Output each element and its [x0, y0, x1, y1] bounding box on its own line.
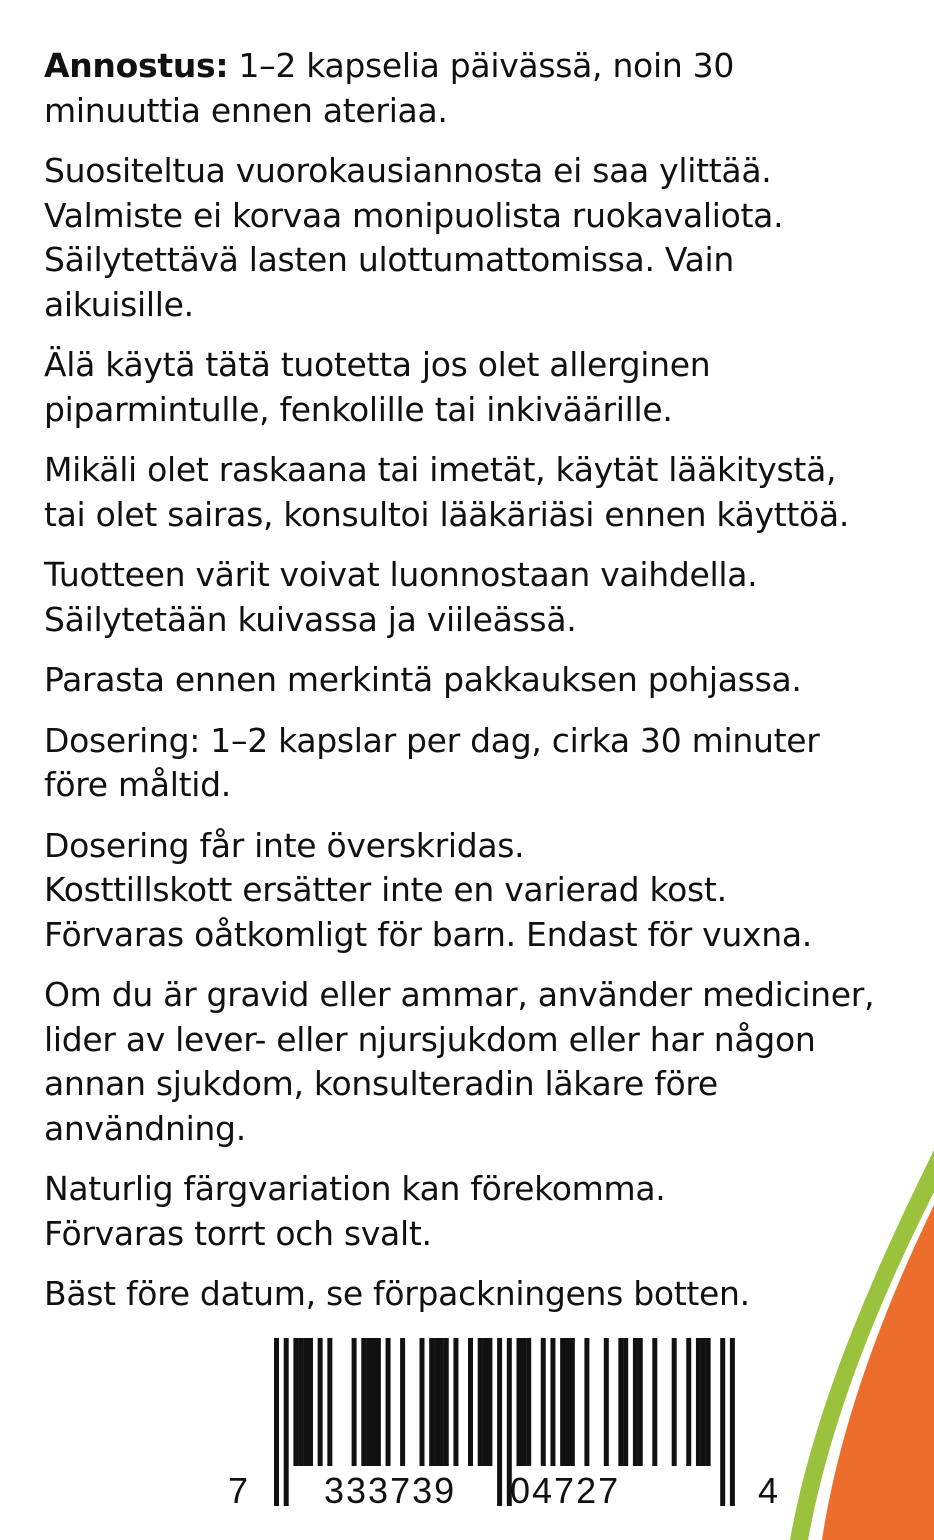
- line-text: Förvaras torrt och svalt.: [44, 1213, 432, 1253]
- line-text: tai olet sairas, konsultoi lääkäriäsi ennen käyttöä.: [44, 494, 850, 534]
- barcode-guard-bar: [730, 1338, 735, 1506]
- text-line: [44, 913, 924, 958]
- text-line: [44, 1107, 924, 1152]
- barcode-bar: [376, 1338, 381, 1466]
- paragraph: [44, 973, 924, 1151]
- line-text: annan sjukdom, konsulteradin läkare före: [44, 1064, 718, 1103]
- barcode-bar: [420, 1338, 425, 1466]
- barcode-bar: [371, 1338, 376, 1466]
- barcode-bar: [701, 1338, 706, 1466]
- barcode-bar: [293, 1338, 298, 1466]
- paragraph: [44, 448, 924, 537]
- text-line: [44, 343, 924, 388]
- barcode-bar: [652, 1338, 657, 1466]
- barcode-bar: [706, 1338, 711, 1466]
- line-text: Mikäli olet raskaana tai imetät, käytät lääkitystä,: [44, 450, 837, 489]
- barcode-digit-check: 4: [758, 1470, 779, 1511]
- text-line: [44, 1018, 924, 1063]
- text-line: [44, 1167, 924, 1212]
- line-text: Dosering får inte överskridas.: [44, 825, 525, 865]
- barcode-bar: [386, 1338, 391, 1466]
- text-line: [44, 194, 924, 239]
- text-line: [44, 868, 924, 913]
- text-line: [44, 1212, 924, 1257]
- barcode-bar: [444, 1338, 449, 1466]
- barcode-guard-bar: [497, 1338, 502, 1506]
- text-line: [44, 493, 924, 538]
- barcode-bar: [429, 1338, 434, 1466]
- barcode-bar: [318, 1338, 323, 1466]
- barcode: [222, 1338, 782, 1511]
- line-text: Bäst före datum, se förpackningens botten.: [44, 1274, 750, 1313]
- text-line: [44, 388, 924, 433]
- barcode-bar: [560, 1338, 565, 1466]
- line-text: Säilytettävä lasten ulottumattomissa. Vain: [44, 240, 734, 279]
- text-line: [44, 763, 924, 808]
- barcode-bar: [623, 1338, 628, 1466]
- text-line: [44, 1062, 924, 1107]
- text-line: [44, 89, 924, 134]
- barcode-bar: [633, 1338, 638, 1466]
- barcode-bar: [672, 1338, 677, 1466]
- barcode-guard-bar: [284, 1338, 289, 1506]
- text-line: [44, 658, 924, 703]
- barcode-bar: [696, 1338, 701, 1466]
- barcode-bar: [478, 1338, 483, 1466]
- barcode-guard-bar: [720, 1338, 725, 1506]
- barcode-bar: [468, 1338, 473, 1466]
- line-text: Förvaras oåtkomligt för barn. Endast för vuxna.: [44, 914, 812, 954]
- line-text: före måltid.: [44, 765, 231, 804]
- line-text: Älä käytä tätä tuotetta jos olet allerginen: [44, 345, 711, 384]
- barcode-digits-left: 333739: [324, 1470, 457, 1511]
- text-line: [44, 973, 924, 1018]
- line-text: Kosttillskott ersätter inte en varierad kost.: [44, 870, 727, 909]
- barcode-bar: [434, 1338, 439, 1466]
- barcode-bar: [400, 1338, 405, 1466]
- barcode-bar: [686, 1338, 691, 1466]
- bold-label: Annostus:: [44, 46, 229, 85]
- barcode-bar: [308, 1338, 313, 1466]
- barcode-bar: [584, 1338, 589, 1466]
- product-label-text: [44, 44, 924, 1333]
- text-line: [44, 824, 924, 869]
- barcode-digit-first: 7: [228, 1470, 249, 1511]
- barcode-bar: [298, 1338, 303, 1466]
- line-text: 1–2 kapselia päivässä, noin 30: [228, 46, 735, 85]
- barcode-bar: [327, 1338, 332, 1466]
- text-line: [44, 448, 924, 493]
- line-text: Säilytetään kuivassa ja viileässä.: [44, 599, 577, 639]
- paragraph: [44, 44, 924, 133]
- paragraph: [44, 1167, 924, 1256]
- barcode-bar: [570, 1338, 575, 1466]
- line-text: lider av lever- eller njursjukdom eller har någon: [44, 1019, 816, 1059]
- paragraph: [44, 658, 924, 703]
- line-text: piparmintulle, fenkolille tai inkiväärille.: [44, 389, 673, 429]
- barcode-bar: [303, 1338, 308, 1466]
- line-text: Dosering: 1–2 kapslar per dag, cirka 30 minuter: [44, 720, 820, 760]
- line-text: Suositeltua vuorokausiannosta ei saa ylittää.: [44, 151, 772, 190]
- barcode-bar: [526, 1338, 531, 1466]
- paragraph: [44, 719, 924, 808]
- paragraph: [44, 824, 924, 958]
- line-text: minuuttia ennen ateriaa.: [44, 90, 448, 130]
- barcode-bar: [618, 1338, 623, 1466]
- barcode-bar: [361, 1338, 366, 1466]
- text-line: [44, 1272, 924, 1317]
- text-line: [44, 598, 924, 643]
- barcode-guard-bar: [274, 1338, 279, 1506]
- line-text: användning.: [44, 1108, 246, 1148]
- paragraph: [44, 1272, 924, 1317]
- text-line: [44, 553, 924, 598]
- text-line: [44, 238, 924, 283]
- text-line: [44, 719, 924, 764]
- barcode-bar: [487, 1338, 492, 1466]
- line-text: Valmiste ei korvaa monipuolista ruokavaliota.: [44, 195, 784, 235]
- barcode-bar: [352, 1338, 357, 1466]
- text-line: [44, 44, 924, 89]
- line-text: Om du är gravid eller ammar, använder mediciner,: [44, 975, 875, 1014]
- line-text: Parasta ennen merkintä pakkauksen pohjassa.: [44, 660, 802, 699]
- barcode-bar: [550, 1338, 555, 1466]
- line-text: aikuisille.: [44, 284, 194, 324]
- barcode-bar: [521, 1338, 526, 1466]
- line-text: Naturlig färgvariation kan förekomma.: [44, 1169, 666, 1208]
- barcode-bar: [439, 1338, 444, 1466]
- paragraph: [44, 149, 924, 327]
- paragraph: [44, 343, 924, 432]
- barcode-bar: [638, 1338, 643, 1466]
- barcode-bar: [604, 1338, 609, 1466]
- barcode-digits-right: 04727: [510, 1470, 621, 1511]
- line-text: Tuotteen värit voivat luonnostaan vaihdella.: [44, 555, 758, 594]
- barcode-bar: [483, 1338, 488, 1466]
- barcode-bar: [453, 1338, 458, 1466]
- barcode-bar: [366, 1338, 371, 1466]
- barcode-bar: [565, 1338, 570, 1466]
- text-line: [44, 149, 924, 194]
- barcode-bar: [517, 1338, 522, 1466]
- barcode-bar: [541, 1338, 546, 1466]
- paragraph: [44, 553, 924, 642]
- text-line: [44, 283, 924, 328]
